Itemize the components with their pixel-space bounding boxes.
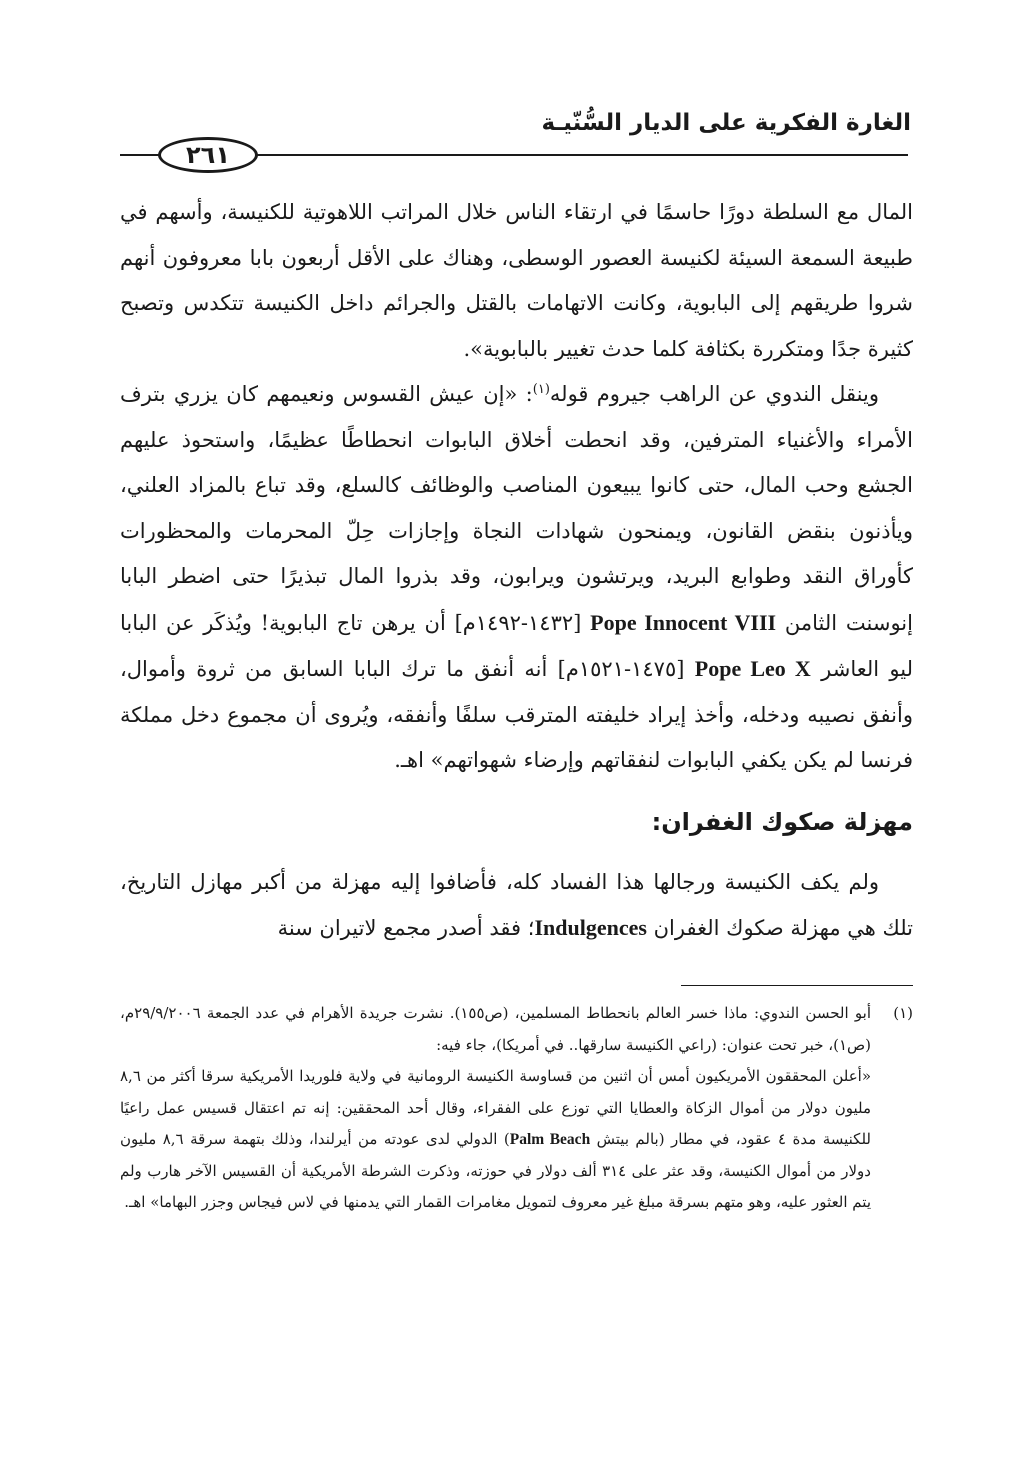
page-number-badge: ٢٦١	[158, 137, 258, 173]
paragraph-text: [١٤٣٢-١٤٩٢م] أن يرهن تاج البابوية! ويُذكَر عن البابا ليو العاشر	[120, 610, 913, 681]
latin-term: Indulgences	[534, 915, 647, 940]
paragraph	[120, 372, 913, 784]
body-text	[120, 190, 913, 952]
footnote-reference: (١)	[532, 382, 550, 397]
footnote-quote	[120, 1061, 871, 1219]
latin-term: Palm Beach	[509, 1131, 591, 1148]
footnote-number: (١)	[893, 1004, 913, 1022]
latin-term: Pope Leo X	[694, 656, 811, 681]
footnote-text: ) الدولي لدى عودته من أيرلندا، وذلك بتهمة سرقة ٨,٦ مليون دولار من أموال الكنيسة، وقد عثر على ٣١٤ ألف دولار في حوزته، وذكرت الشرطة الأمريكية أن القسيس الآخر هارب ولم يتم العثور عليه، وهو متهم بسرقة مبلغ غير معروف لتمويل مغامرات القمار التي يدمنها في لاس فيجاس وجزر البهاما» اهـ.	[120, 1130, 871, 1211]
paragraph-text: ؛ فقد أصدر مجمع لاتيران سنة	[277, 916, 535, 940]
paragraph-text: ولم يكف الكنيسة ورجالها هذا الفساد كله، فأضافوا إليه مهزلة من أكبر مهازل التاريخ، تلك هي مهزلة صكوك الغفران	[120, 869, 913, 940]
footnote-text: أبو الحسن الندوي: ماذا خسر العالم بانحطاط المسلمين، (ص١٥٥). نشرت جريدة الأهرام في عدد الجمعة ٢٩/٩/٢٠٠٦م، (ص١)، خبر تحت عنوان: (راعي الكنيسة سارقها.. في أمريكا)، جاء فيه:	[120, 1004, 871, 1054]
footnote-separator	[681, 985, 913, 986]
footnote-body	[120, 998, 871, 1219]
footnote-text: «أعلن المحققون الأمريكيون أمس أن اثنين من قساوسة الكنيسة الرومانية في ولاية فلوريدا الأمريكية سرقا أكثر من ٨,٦ مليون دولار من أموال الزكاة والعطايا التي توزع على الفقراء، وقال أحد المحققين: إنه تم اعتقال قسيس عمل راعيًا للكنيسة مدة ٤ عقود، في مطار (بالم بيتش	[120, 1067, 871, 1148]
running-title: الغارة الفكرية على الديار السُّنّيـة	[541, 110, 911, 136]
footnote	[120, 998, 913, 1219]
section-heading: مهزلة صكوك الغفران:	[651, 807, 913, 836]
paragraph-text: : «إن عيش القسوس ونعيمهم كان يزري بترف الأمراء والأغنياء المترفين، وقد انحطت أخلاق البابوات انحطاطًا عظيمًا، واستحوذ عليهم الجشع وحب المال، حتى كانوا يبيعون المناصب والوظائف كالسلع، وقد تباع بالمزاد العلني، ويأذنون بنقض القانون، ويمنحون شهادات النجاة وإجازات حِلّ المحرمات والمحظورات كأوراق النقد وطوابع البريد، ويرتشون ويرابون، وقد بذروا المال تبذيرًا حتى اضطر البابا إنوسنت الثامن	[120, 382, 913, 635]
footnotes	[120, 998, 913, 1219]
latin-term: Pope Innocent VIII	[590, 609, 777, 635]
paragraph: المال مع السلطة دورًا حاسمًا في ارتقاء الناس خلال المراتب اللاهوتية للكنيسة، وأسهم في طبيعة السمعة السيئة لكنيسة العصور الوسطى، وهناك على الأقل أربعون بابا معروفون أنهم شروا طريقهم إلى البابوية، وكانت الاتهامات بالقتل والجرائم داخل الكنيسة تتكدس وتصبح كثيرة جدًا ومتكررة بكثافة كلما حدث تغيير بالبابوية».	[120, 200, 913, 361]
paragraph-text: [١٤٧٥-١٥٢١م] أنه أنفق ما ترك البابا السابق من ثروة وأموال، وأنفق نصيبه ودخله، وأخذ إيراد خليفته المترقب سلفًا وأنفقه، ويُروى أن مجموع دخل مملكة فرنسا لم يكن يكفي البابوات لنفقاتهم وإرضاء شهواتهم» اهـ.	[120, 657, 913, 772]
paragraph	[120, 860, 913, 952]
paragraph-text: وينقل الندوي عن الراهب جيروم قوله	[549, 382, 879, 406]
